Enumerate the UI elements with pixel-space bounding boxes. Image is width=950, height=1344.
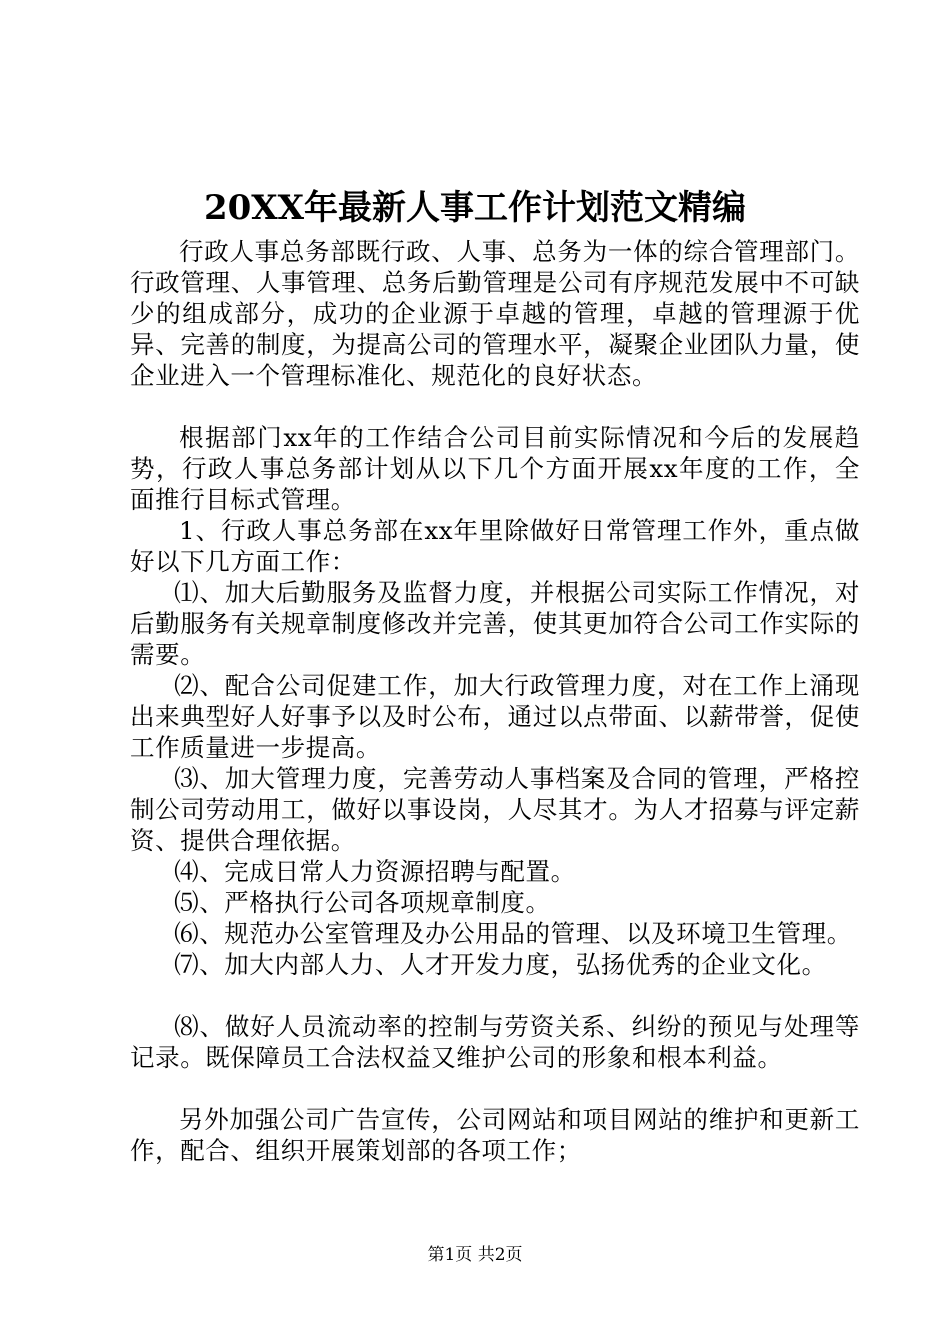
paragraph-subitem-7: ⑺、加大内部人力、人才开发力度，弘扬优秀的企业文化。 xyxy=(174,950,827,979)
document-title: 20XX年最新人事工作计划范文精编 xyxy=(203,188,747,228)
paragraph-subitem-6: ⑹、规范办公室管理及办公用品的管理、以及环境卫生管理。 xyxy=(174,919,852,948)
page-number-footer: 第1页 共2页 xyxy=(427,1245,523,1265)
document-body xyxy=(130,236,860,1166)
paragraph-intro: 行政人事总务部既行政、人事、总务为一体的综合管理部门。行政管理、人事管理、总务后勤管理是公司有序规范发展中不可缺少的组成部分，成功的企业源于卓越的管理，卓越的管理源于优异、完善的制度，为提高公司的管理水平，凝聚企业团队力量，使企业进入一个管理标准化、规范化的良好状态。 xyxy=(130,237,860,390)
paragraph-subitem-3: ⑶、加大管理力度，完善劳动人事档案及合同的管理，严格控制公司劳动用工，做好以事设岗，人尽其才。为人才招募与评定薪资、提供合理依据。 xyxy=(130,764,860,855)
paragraph-subitem-1: ⑴、加大后勤服务及监督力度，并根据公司实际工作情况，对后勤服务有关规章制度修改并完善，使其更加符合公司工作实际的需要。 xyxy=(130,578,860,669)
paragraph-subitem-2: ⑵、配合公司促建工作，加大行政管理力度，对在工作上涌现出来典型好人好事予以及时公布，通过以点带面、以薪带誉，促使工作质量进一步提高。 xyxy=(130,671,860,762)
paragraph-plan: 根据部门xx年的工作结合公司目前实际情况和今后的发展趋势，行政人事总务部计划从以下几个方面开展xx年度的工作，全面推行目标式管理。 xyxy=(130,423,860,514)
paragraph-subitem-5: ⑸、严格执行公司各项规章制度。 xyxy=(174,888,551,917)
paragraph-additional: 另外加强公司广告宣传，公司网站和项目网站的维护和更新工作，配合、组织开展策划部的各项工作； xyxy=(130,1105,860,1165)
paragraph-subitem-4: ⑷、完成日常人力资源招聘与配置。 xyxy=(174,857,576,886)
paragraph-item-1: 1、行政人事总务部在xx年里除做好日常管理工作外，重点做好以下几方面工作： xyxy=(130,516,860,576)
paragraph-subitem-8: ⑻、做好人员流动率的控制与劳资关系、纠纷的预见与处理等记录。既保障员工合法权益又维护公司的形象和根本利益。 xyxy=(130,1012,860,1072)
